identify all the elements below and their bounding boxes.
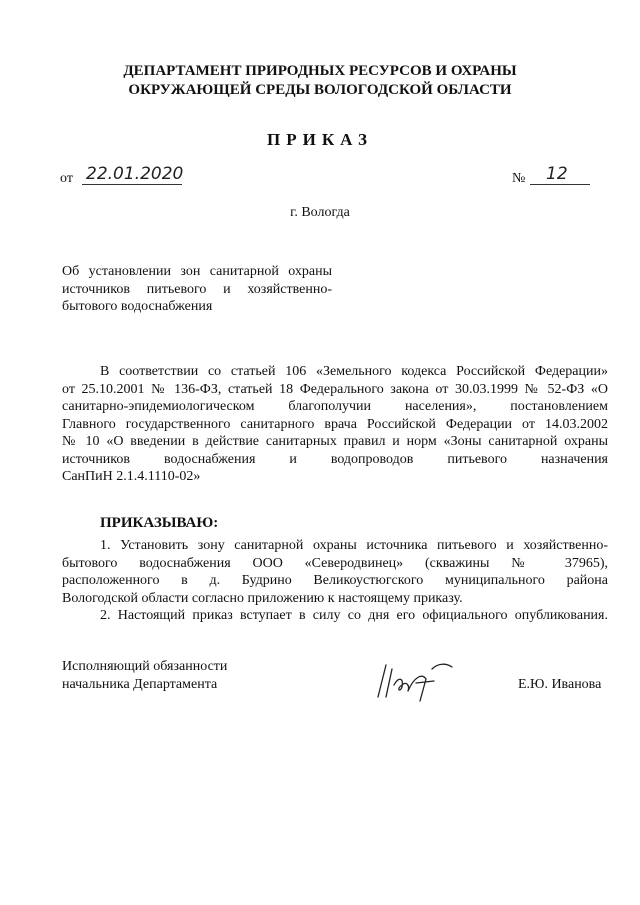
order-item-line: 1. Установить зону санитарной охраны источника питьевого и хозяйственно- [100,538,608,553]
preamble-block [62,363,608,486]
document-type-title: ПРИКАЗ [267,130,373,149]
signatory-position-line2: начальника Департамента [62,677,218,692]
preamble-line: Главного государственного санитарного врача Российской Федерации от 14.03.2002 [62,416,608,432]
preamble-line: санитарно-эпидемиологическом благополучии населения», постановлением [62,399,608,414]
subject-line: источников питьевого и хозяйственно- [62,281,332,297]
order-items [62,537,608,625]
order-item-line: 2. Настоящий приказ вступает в силу со дня его официального опубликования. [100,608,608,623]
subject-block [62,263,332,316]
preamble-line: СанПиН 2.1.4.1110-02» [62,469,201,484]
date-prefix: от [60,171,73,186]
order-heading: ПРИКАЗЫВАЮ: [100,515,219,531]
subject-line: бытового водоснабжения [62,299,213,314]
subject-line: Об установлении зон санитарной охраны [62,264,332,279]
handwritten-signature [372,655,462,705]
preamble-line: № 10 «О введении в действие санитарных правил и норм «Зоны санитарной охраны [62,434,608,449]
number-prefix: № [512,171,526,186]
date-underline [82,184,182,185]
signatory-position-line1: Исполняющий обязанности [62,659,228,674]
department-name-line1: ДЕПАРТАМЕНТ ПРИРОДНЫХ РЕСУРСОВ И ОХРАНЫ [123,63,517,79]
city: г. Вологда [290,205,350,220]
signatory-name: Е.Ю. Иванова [518,677,602,692]
preamble-line: В соответствии со статьей 106 «Земельного кодекса Российской Федерации» [100,364,608,379]
preamble-line: источников водоснабжения и водопроводов питьевого назначения [62,451,608,467]
date-handwritten: 22.01.2020 [86,164,184,184]
department-name-line2: ОКРУЖАЮЩЕЙ СРЕДЫ ВОЛОГОДСКОЙ ОБЛАСТИ [128,82,512,98]
number-handwritten: 12 [546,164,568,184]
order-item-line: расположенного в д. Будрино Великоустюгского муниципального района [62,573,608,588]
preamble-line: от 25.10.2001 № 136-ФЗ, статьей 18 Федерального закона от 30.03.1999 № 52-ФЗ «О [62,381,608,397]
order-item-line: Вологодской области согласно приложению к настоящему приказу. [62,590,463,606]
order-item-line: бытового водоснабжения ООО «Северодвинец» (скважины № 37965), [62,555,608,571]
number-underline [530,184,590,185]
